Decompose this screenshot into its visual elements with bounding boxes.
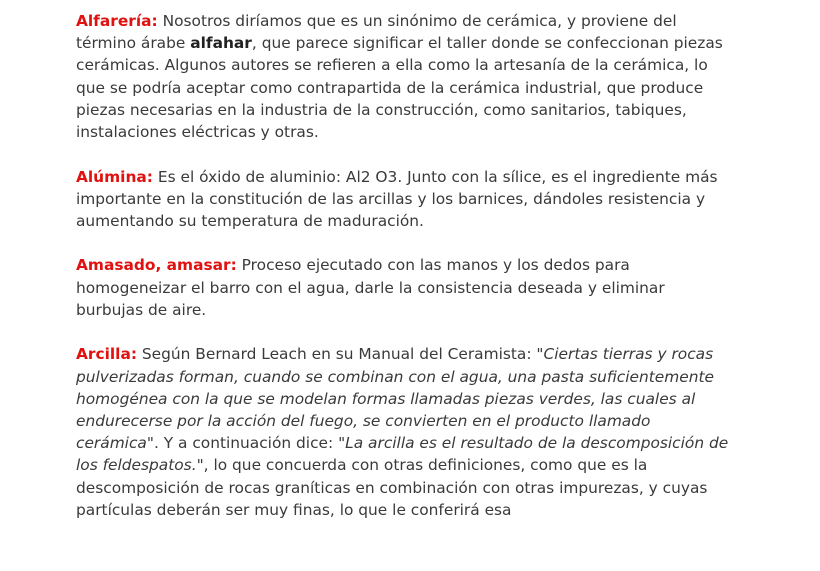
term-label: Arcilla: (76, 345, 137, 364)
term-label: Amasado, amasar: (76, 256, 237, 275)
definition-quote: "Ciertas tierras y rocas pulverizadas forman, cuando se combinan con el agua, una pasta suficientemente homogénea con la que se modelan formas llamadas piezas verdes, las cuales al endurecerse por la acción del fuego, se convierten en el producto llamado cerámica" (76, 345, 714, 453)
term-label: Alúmina: (76, 167, 153, 186)
term-label: Alfarería: (76, 12, 158, 30)
glossary-entry-amasado (76, 254, 736, 321)
glossary-entry-arcilla (76, 343, 736, 521)
definition-text: . Y a continuación dice: (153, 434, 339, 453)
definition-text: , que parece significar el taller donde se confeccionan piezas cerámicas. Algunos autores se refieren a ella como la artesanía de la cerámica, lo que se podría aceptar como contrapartida de la cerámica industrial, que produce piezas necesarias en la industria de la construcción, como sanitarios, tabiques, instalaciones eléctricas y otras. (76, 34, 723, 142)
definition-bold-word: alfahar (190, 34, 252, 53)
definition-text: Según Bernard Leach en su Manual del Ceramista: (137, 345, 537, 364)
definition-text: Nosotros diríamos que es un sinónimo de cerámica, y proviene del término árabe (76, 12, 677, 53)
glossary-content (76, 10, 736, 543)
glossary-entry-alfareria (76, 10, 736, 143)
definition-text: Proceso ejecutado con las manos y los dedos para homogeneizar el barro con el agua, darle la consistencia deseada y eliminar burbujas de aire. (76, 256, 665, 319)
definition-quote: "La arcilla es el resultado de la descomposición de los feldespatos." (76, 434, 729, 475)
glossary-entry-alumina (76, 166, 736, 233)
definition-text: Es el óxido de aluminio: Al2 O3. Junto con la sílice, es el ingrediente más importante en la constitución de las arcillas y los barnices, dándoles resistencia y aumentando su temperatura de maduración. (76, 167, 718, 230)
definition-text: , lo que concuerda con otras definiciones, como que es la descomposición de rocas graníticas en combinación con otras impurezas, y cuyas partículas deberán ser muy finas, lo que le conferirá esa (76, 456, 708, 519)
